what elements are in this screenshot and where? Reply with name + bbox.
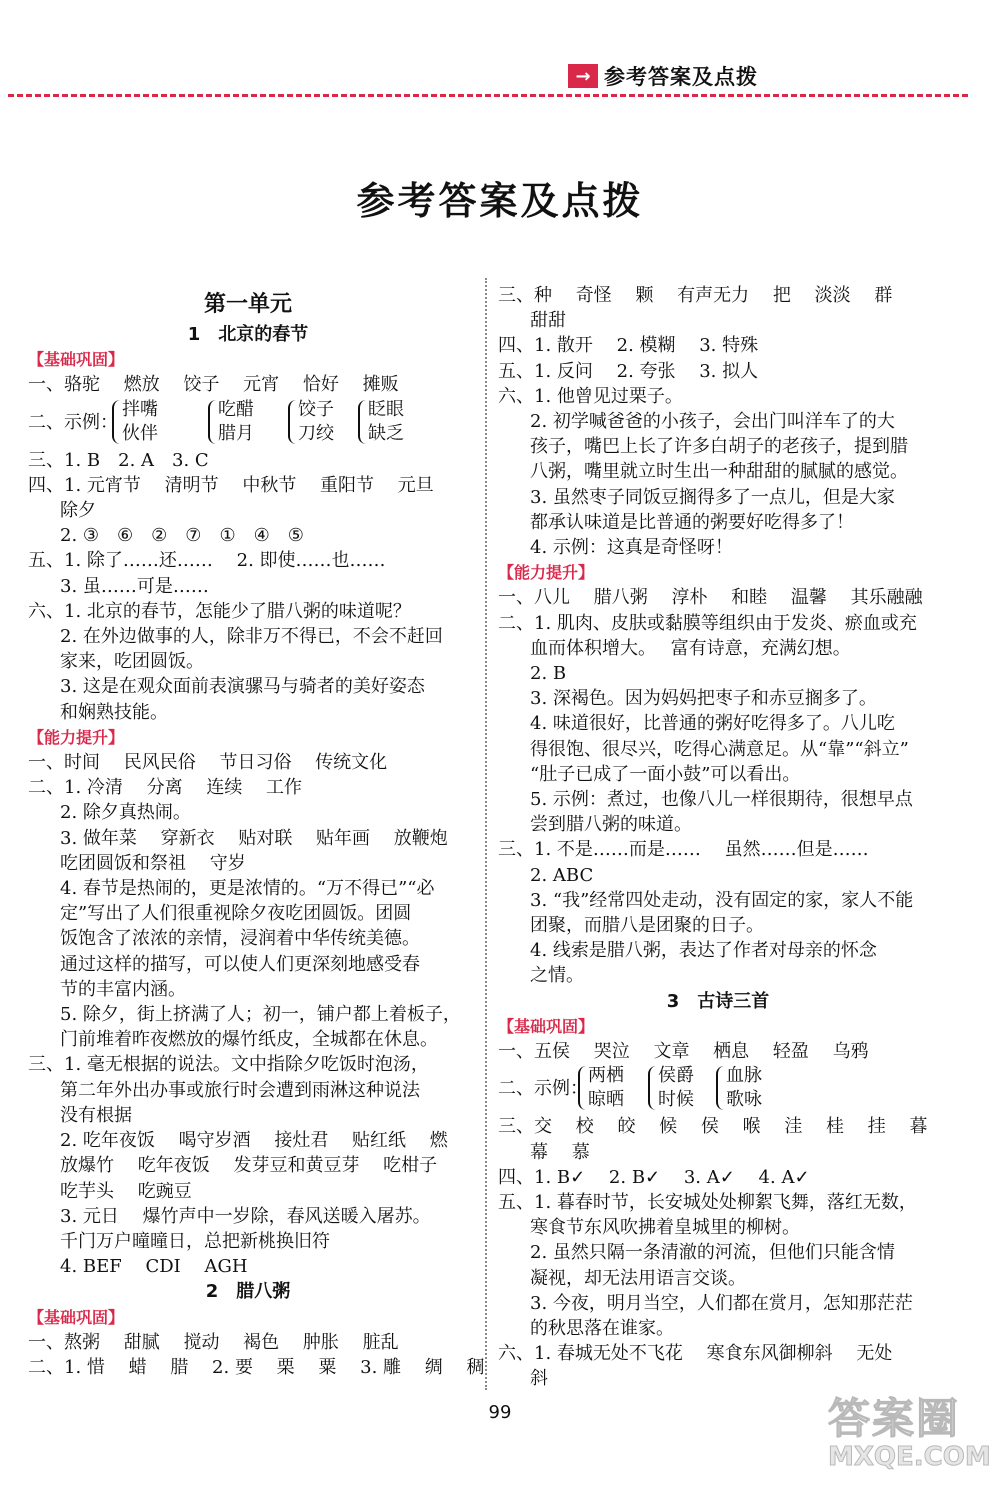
answer-line: 千门万户曈曈日，总把新桃换旧符: [60, 1230, 330, 1252]
word: 刀绞: [298, 422, 334, 444]
word: 时候: [658, 1089, 694, 1111]
answer-line: 四、1. B✓ 2. B✓ 3. A✓ 4. A✓: [498, 1166, 810, 1188]
answer-line: 饭饱含了浓浓的亲情，浸润着中华传统美德。: [60, 928, 420, 950]
section-tag: [28, 1305, 468, 1330]
word: 晾晒: [588, 1089, 624, 1111]
word: 血脉: [726, 1065, 762, 1087]
answer-line: 得很饱、很尽兴，吃得心满意足。从“靠”“斜立”: [530, 738, 909, 760]
answer-line: 没有根据: [60, 1104, 132, 1126]
answer-line: 定”写出了人们很重视除夕夜吃团圆饭。团圆: [60, 903, 412, 925]
word: 两栖: [588, 1065, 624, 1087]
answer-line: 一、骆驼 燃放 饺子 元宵 恰好 摊贩: [28, 374, 399, 396]
answer-line: 2. 虽然只隔一条清澈的河流，但他们只能含情: [530, 1242, 895, 1264]
answer-line: 3. 做年菜 穿新衣 贴对联 贴年画 放鞭炮: [60, 827, 448, 849]
answer-line: 甜甜: [530, 310, 566, 332]
answer-line: 三、种 奇怪 颗 有声无力 把 淡淡 群: [498, 285, 893, 306]
answer-line: 二、1. 惜 蜡 腊 2. 要 栗 粟 3. 雕 绸 稠: [28, 1356, 485, 1378]
answer-line: 5. 示例：煮过，也像八儿一样很期待，很想早点: [530, 789, 913, 811]
answer-line: 2. ③ ⑥ ② ⑦ ① ④ ⑤: [60, 525, 304, 547]
answer-line: 放爆竹 吃年夜饭 发芽豆和黄豆芽 吃柑子: [60, 1155, 438, 1177]
header-title: 参考答案及点拨: [604, 65, 758, 89]
brace-icon: [648, 1066, 656, 1110]
answer-line: 3. 今夜，明月当空，人们都在赏月，怎知那茫茫: [530, 1292, 913, 1314]
word: 伙伴: [122, 422, 158, 444]
answer-line: 4. 春节是热闹的，更是浓情的。“万不得已”“必: [60, 878, 435, 900]
answer-line: 都承认味道是比普通的粥要好吃得多了！: [530, 511, 854, 533]
brace-icon: [208, 400, 216, 444]
example-block: [28, 398, 468, 448]
answer-line: 家来，吃团圆饭。: [60, 651, 204, 673]
basic-tag: 【基础巩固】: [498, 1016, 595, 1036]
answer-line: 2. 初学喊爸爸的小孩子，会出门叫洋车了的大: [530, 411, 895, 433]
answer-line: 一、八儿 腊八粥 淳朴 和睦 温馨 其乐融融: [498, 587, 923, 609]
answer-line: 2. ABC: [530, 864, 594, 886]
answer-line: 吃芋头 吃豌豆: [60, 1180, 192, 1202]
answer-line: 的秋思落在谁家。: [530, 1317, 674, 1339]
answer-line: 六、1. 春城无处不飞花 寒食东风御柳斜 无处: [498, 1343, 893, 1365]
section-tag: [28, 725, 468, 750]
answer-line: 四、1. 元宵节 清明节 中秋节 重阳节 元旦: [28, 474, 434, 496]
answer-line: “肚子已成了一面小鼓”可以看出。: [530, 763, 801, 785]
answer-line: 寒食节东风吹拂着皇城里的柳树。: [530, 1217, 800, 1239]
word: 眨眼: [368, 398, 404, 420]
answer-line: 一、时间 民风民俗 节日习俗 传统文化: [28, 752, 388, 774]
page-title: 参考答案及点拨: [356, 179, 644, 223]
answer-line: 二、示例：: [28, 411, 118, 433]
answer-line: 幕 慕: [530, 1141, 590, 1163]
word: 腊月: [218, 422, 254, 444]
watermark-url: MXQE.COM: [828, 1442, 991, 1472]
brace-icon: [288, 400, 296, 444]
ability-tag: 【能力提升】: [498, 563, 595, 583]
answer-line: 门前堆着昨夜燃放的爆竹纸皮，全城都在休息。: [60, 1029, 438, 1051]
answer-line: 一、熬粥 甜腻 搅动 褐色 肿胀 脏乱: [28, 1331, 399, 1353]
lesson-heading: 2 腊八粥: [205, 1281, 291, 1303]
answer-line: 4. 示例：这真是奇怪呀！: [530, 537, 733, 559]
word: 缺乏: [368, 422, 404, 444]
lesson-heading: 1 北京的春节: [187, 324, 309, 345]
brace-icon: [358, 400, 366, 444]
right-column: [498, 283, 938, 1392]
answer-line: 3. 深褐色。因为妈妈把枣子和赤豆搁多了。: [530, 688, 877, 710]
section-tag: [498, 560, 938, 585]
brace-icon: [716, 1066, 724, 1110]
answer-line: 五、1. 反问 2. 夸张 3. 拟人: [498, 360, 759, 382]
answer-line: 3. 虽……可是……: [60, 575, 209, 597]
word: 吃醋: [218, 398, 254, 420]
header-divider: [8, 94, 968, 97]
answer-line: 凝视，却无法用语言交谈。: [530, 1267, 746, 1289]
answer-line: 除夕: [60, 500, 96, 522]
answer-line: 四、1. 散开 2. 模糊 3. 特殊: [498, 335, 759, 357]
header-badge: [568, 62, 758, 90]
section-tag: [28, 347, 468, 372]
unit-heading: 第一单元: [203, 292, 292, 317]
answer-line: 节的丰富内涵。: [60, 978, 186, 1000]
brace-icon: [112, 400, 120, 444]
answer-line: 尝到腊八粥的味道。: [530, 814, 692, 836]
page-number: 99: [488, 1402, 512, 1423]
answer-line: 4. 味道很好，比普通的粥好吃得多了。八儿吃: [530, 713, 895, 735]
answer-line: 团聚，而腊八是团聚的日子。: [530, 915, 764, 937]
answer-line: 2. B: [530, 663, 567, 685]
answer-line: 血而体积增大。 富有诗意，充满幻想。: [530, 637, 851, 659]
answer-line: 三、1. B 2. A 3. C: [28, 449, 209, 471]
word: 饺子: [298, 398, 334, 420]
answer-line: 通过这样的描写，可以使人们更深刻地感受春: [60, 953, 420, 975]
answer-line: 3. 元日 爆竹声中一岁除，春风送暖入屠苏。: [60, 1205, 431, 1227]
answer-line: 二、1. 肌肉、皮肤或黏膜等组织由于发炎、瘀血或充: [498, 612, 917, 634]
answer-line: 2. 吃年夜饭 喝守岁酒 接灶君 贴红纸 燃: [60, 1130, 448, 1152]
answer-line: 三、1. 不是……而是…… 虽然……但是……: [498, 839, 869, 861]
answer-line: 三、交 校 皎 候 侯 喉 洼 桂 挂 暮: [498, 1116, 928, 1138]
answer-line: 之情。: [530, 965, 584, 987]
column-divider: [485, 278, 487, 1390]
answer-line: 和娴熟技能。: [60, 701, 168, 723]
answer-line: 4. 线索是腊八粥，表达了作者对母亲的怀念: [530, 940, 877, 962]
basic-tag: 【基础巩固】: [28, 350, 125, 370]
answer-line: 3. 虽然枣子同饭豆搁得多了一点儿，但是大家: [530, 486, 895, 508]
left-column: [28, 286, 485, 1380]
ability-tag: 【能力提升】: [28, 727, 125, 747]
brace-icon: [578, 1066, 586, 1110]
word: 拌嘴: [122, 398, 158, 420]
answer-line: 二、示例：: [498, 1078, 588, 1100]
answer-line: 一、五侯 哭泣 文章 栖息 轻盈 乌鸦: [498, 1041, 869, 1063]
example-block: [498, 1064, 938, 1114]
answer-line: 六、1. 北京的春节，怎能少了腊八粥的味道呢？: [28, 600, 411, 622]
answer-line: 吃团圆饭和祭祖 守岁: [60, 852, 246, 874]
watermark-logo: [828, 1386, 991, 1482]
answer-line: 2. 在外边做事的人，除非万不得已，不会不赶回: [60, 626, 443, 648]
answer-line: 3. 这是在观众面前表演骡马与骑者的美好姿态: [60, 676, 425, 698]
answer-line: 三、1. 毫无根据的说法。文中指除夕吃饭时泡汤，: [28, 1054, 429, 1076]
answer-line: 2. 除夕真热闹。: [60, 802, 191, 824]
word: 侯爵: [658, 1065, 694, 1087]
lesson-heading: 3 古诗三首: [666, 990, 770, 1012]
word: 歌咏: [726, 1089, 762, 1111]
answer-line: 4. BEF CDI AGH: [60, 1256, 248, 1278]
section-tag: [498, 1014, 938, 1039]
answer-line: 孩子，嘴巴上长了许多白胡子的老孩子，提到腊: [530, 436, 908, 458]
basic-tag: 【基础巩固】: [28, 1307, 125, 1327]
answer-line: 斜: [530, 1368, 548, 1390]
arrow-icon: →: [568, 64, 598, 88]
answer-line: 六、1. 他曾见过栗子。: [498, 385, 683, 407]
answer-line: 第二年外出办事或旅行时会遭到雨淋这种说法: [60, 1079, 420, 1101]
answer-line: 五、1. 除了……还…… 2. 即使……也……: [28, 550, 386, 572]
answer-line: 五、1. 暮春时节，长安城处处柳絮飞舞，落红无数，: [498, 1191, 917, 1213]
answer-line: 5. 除夕，街上挤满了人；初一，铺户都上着板子，: [60, 1004, 461, 1026]
answer-line: 二、1. 冷清 分离 连续 工作: [28, 777, 303, 799]
watermark-text: 答案圈: [828, 1394, 961, 1443]
answer-line: 3. “我”经常四处走动，没有固定的家，家人不能: [530, 889, 914, 911]
answer-line: 八粥，嘴里就立时生出一种甜甜的腻腻的感觉。: [530, 461, 908, 483]
